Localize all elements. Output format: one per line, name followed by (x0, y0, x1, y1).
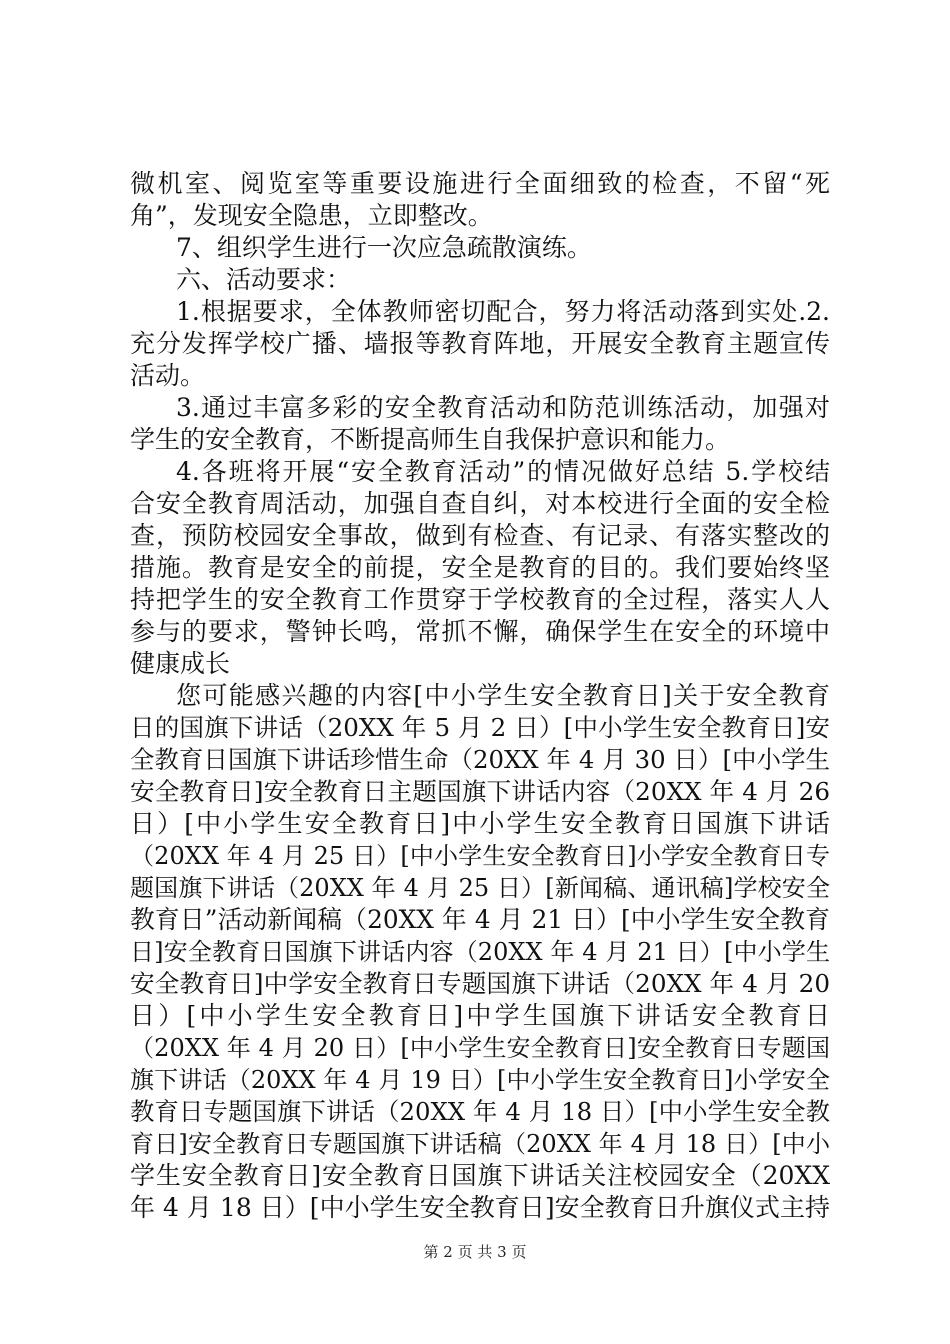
text-line: 安全教育日]安全教育日主题国旗下讲话内容（20XX 年 4 月 26 (130, 777, 830, 806)
text-line: 活动。 (130, 361, 206, 390)
text-line: 育日]安全教育日专题国旗下讲话稿（20XX 年 4 月 18 日）[中小 (130, 1130, 830, 1158)
text-line: 4.各班将开展“安全教育活动”的情况做好总结 5.学校结 (176, 457, 830, 486)
text-line: （20XX 年 4 月 25 日）[中小学生安全教育日]小学安全教育日专 (130, 842, 830, 870)
document-body (130, 168, 830, 1224)
text-line: 旗下讲话（20XX 年 4 月 19 日）[中小学生安全教育日]小学安全 (130, 1066, 830, 1094)
text-line: 查，预防校园安全事故，做到有检查、有记录、有落实整改的 (130, 521, 830, 550)
text-line: 学生安全教育日]安全教育日国旗下讲话关注校园安全（20XX (130, 1161, 830, 1190)
page-number: 第 2 页 共 3 页 (423, 1243, 527, 1261)
text-line: 题国旗下讲话（20XX 年 4 月 25 日）[新闻稿、通讯稿]学校安全 (130, 874, 830, 902)
text-line: 年 4 月 18 日）[中小学生安全教育日]安全教育日升旗仪式主持 (130, 1193, 830, 1222)
text-line: 充分发挥学校广播、墙报等教育阵地，开展安全教育主题宣传 (130, 329, 830, 358)
text-line: 安全教育日]中学安全教育日专题国旗下讲话（20XX 年 4 月 20 (130, 969, 830, 998)
text-line: 教育日专题国旗下讲话（20XX 年 4 月 18 日）[中小学生安全教 (130, 1097, 830, 1126)
section-heading: 六、活动要求： (176, 265, 352, 294)
text-line: 日）[中小学生安全教育日]中小学生安全教育日国旗下讲话 (130, 809, 830, 838)
text-line: 参与的要求，警钟长鸣，常抓不懈，确保学生在安全的环境中 (130, 617, 830, 646)
text-line: 措施。教育是安全的前提，安全是教育的目的。我们要始终坚 (130, 553, 830, 582)
text-line: 全教育日国旗下讲话珍惜生命（20XX 年 4 月 30 日）[中小学生 (130, 745, 830, 774)
text-line: 角”，发现安全隐患，立即整改。 (130, 201, 493, 230)
text-line: 教育日”活动新闻稿（20XX 年 4 月 21 日）[中小学生安全教育 (130, 905, 830, 934)
text-line: 1.根据要求，全体教师密切配合，努力将活动落到实处.2. (176, 297, 830, 326)
text-line: 日的国旗下讲话（20XX 年 5 月 2 日）[中小学生安全教育日]安 (130, 713, 830, 742)
text-line: 您可能感兴趣的内容[中小学生安全教育日]关于安全教育 (176, 681, 830, 710)
text-line: 合安全教育周活动，加强自查自纠，对本校进行全面的安全检 (130, 489, 830, 518)
text-line: 日）[中小学生安全教育日]中学生国旗下讲话安全教育日 (130, 1001, 830, 1030)
text-line: （20XX 年 4 月 20 日）[中小学生安全教育日]安全教育日专题国 (130, 1034, 830, 1062)
text-line: 持把学生的安全教育工作贯穿于学校教育的全过程，落实人人 (130, 585, 830, 614)
text-line: 7、组织学生进行一次应急疏散演练。 (176, 233, 592, 262)
text-line: 学生的安全教育，不断提高师生自我保护意识和能力。 (130, 425, 731, 454)
text-line: 微机室、阅览室等重要设施进行全面细致的检查，不留“死 (130, 169, 830, 198)
text-line: 3.通过丰富多彩的安全教育活动和防范训练活动，加强对 (176, 393, 830, 422)
text-line: 日]安全教育日国旗下讲话内容（20XX 年 4 月 21 日）[中小学生 (130, 938, 830, 966)
text-line: 健康成长 (130, 649, 231, 678)
